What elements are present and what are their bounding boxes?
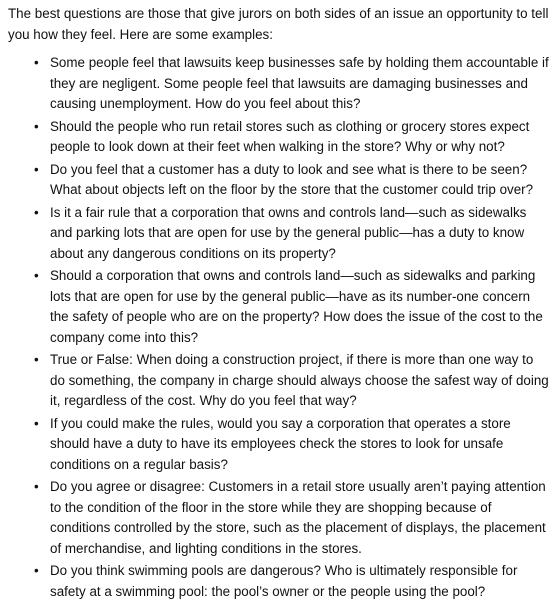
question-text: Do you feel that a customer has a duty to look and see what is there to be seen? What about objects left on the floor by the store that the customer could trip over?	[50, 161, 534, 197]
bullet-icon: •	[34, 352, 39, 367]
list-item	[34, 477, 550, 559]
list-item	[34, 561, 550, 602]
question-text: True or False: When doing a construction project, if there is more than one way to do something, the company in charge should always choose the safest way of doing it, regardless of the cost. Why do you feel that way?	[50, 352, 549, 408]
bullet-icon: •	[34, 161, 39, 177]
example-questions-list	[8, 53, 550, 602]
bullet-icon: •	[34, 479, 39, 494]
question-text: Do you agree or disagree: Customers in a retail store usually aren’t paying attention to the condition of the floor in the store while they are shopping because of conditions controlled by the store, such as the placement of displays, the placement of merchandise, and lighting conditions in the stores.	[50, 479, 546, 556]
question-text: Some people feel that lawsuits keep businesses safe by holding them accountable if they are negligent. Some people feel that lawsuits are damaging businesses and causing unemployment. How do you feel about this?	[50, 55, 549, 111]
question-text: Do you think swimming pools are dangerous? Who is ultimately responsible for safety at a swimming pool: the pool’s owner or the people using the pool?	[50, 563, 518, 599]
list-item	[34, 53, 550, 115]
list-item	[34, 160, 550, 201]
list-item	[34, 203, 550, 265]
bullet-icon: •	[34, 415, 39, 431]
bullet-icon: •	[34, 55, 39, 70]
question-text: If you could make the rules, would you say a corporation that operates a store should have a duty to have its employees check the stores to look for unsafe conditions on a regular basis?	[50, 415, 511, 472]
bullet-icon: •	[34, 118, 39, 134]
question-text: Should a corporation that owns and controls land—such as sidewalks and parking lots that are open for use by the general public—have as its number-one concern the safety of people who are on the property? How does the issue of the cost to the company come into this?	[50, 268, 543, 345]
list-item	[34, 266, 550, 348]
question-text: Is it a fair rule that a corporation that owns and controls land—such as sidewalks and parking lots that are open for use by the general public—has a duty to know about any dangerous conditions on its property?	[50, 204, 527, 261]
bullet-icon: •	[34, 204, 39, 220]
intro-paragraph: The best questions are those that give jurors on both sides of an issue an opportunity to tell you how they feel. Here are some examples:	[8, 6, 549, 42]
list-item	[34, 350, 550, 412]
question-text: Should the people who run retail stores such as clothing or grocery stores expect people to look down at their feet when walking in the store? Why or why not?	[50, 118, 530, 154]
list-item	[34, 414, 550, 476]
list-item	[34, 117, 550, 158]
bullet-icon: •	[34, 563, 39, 578]
bullet-icon: •	[34, 268, 39, 283]
